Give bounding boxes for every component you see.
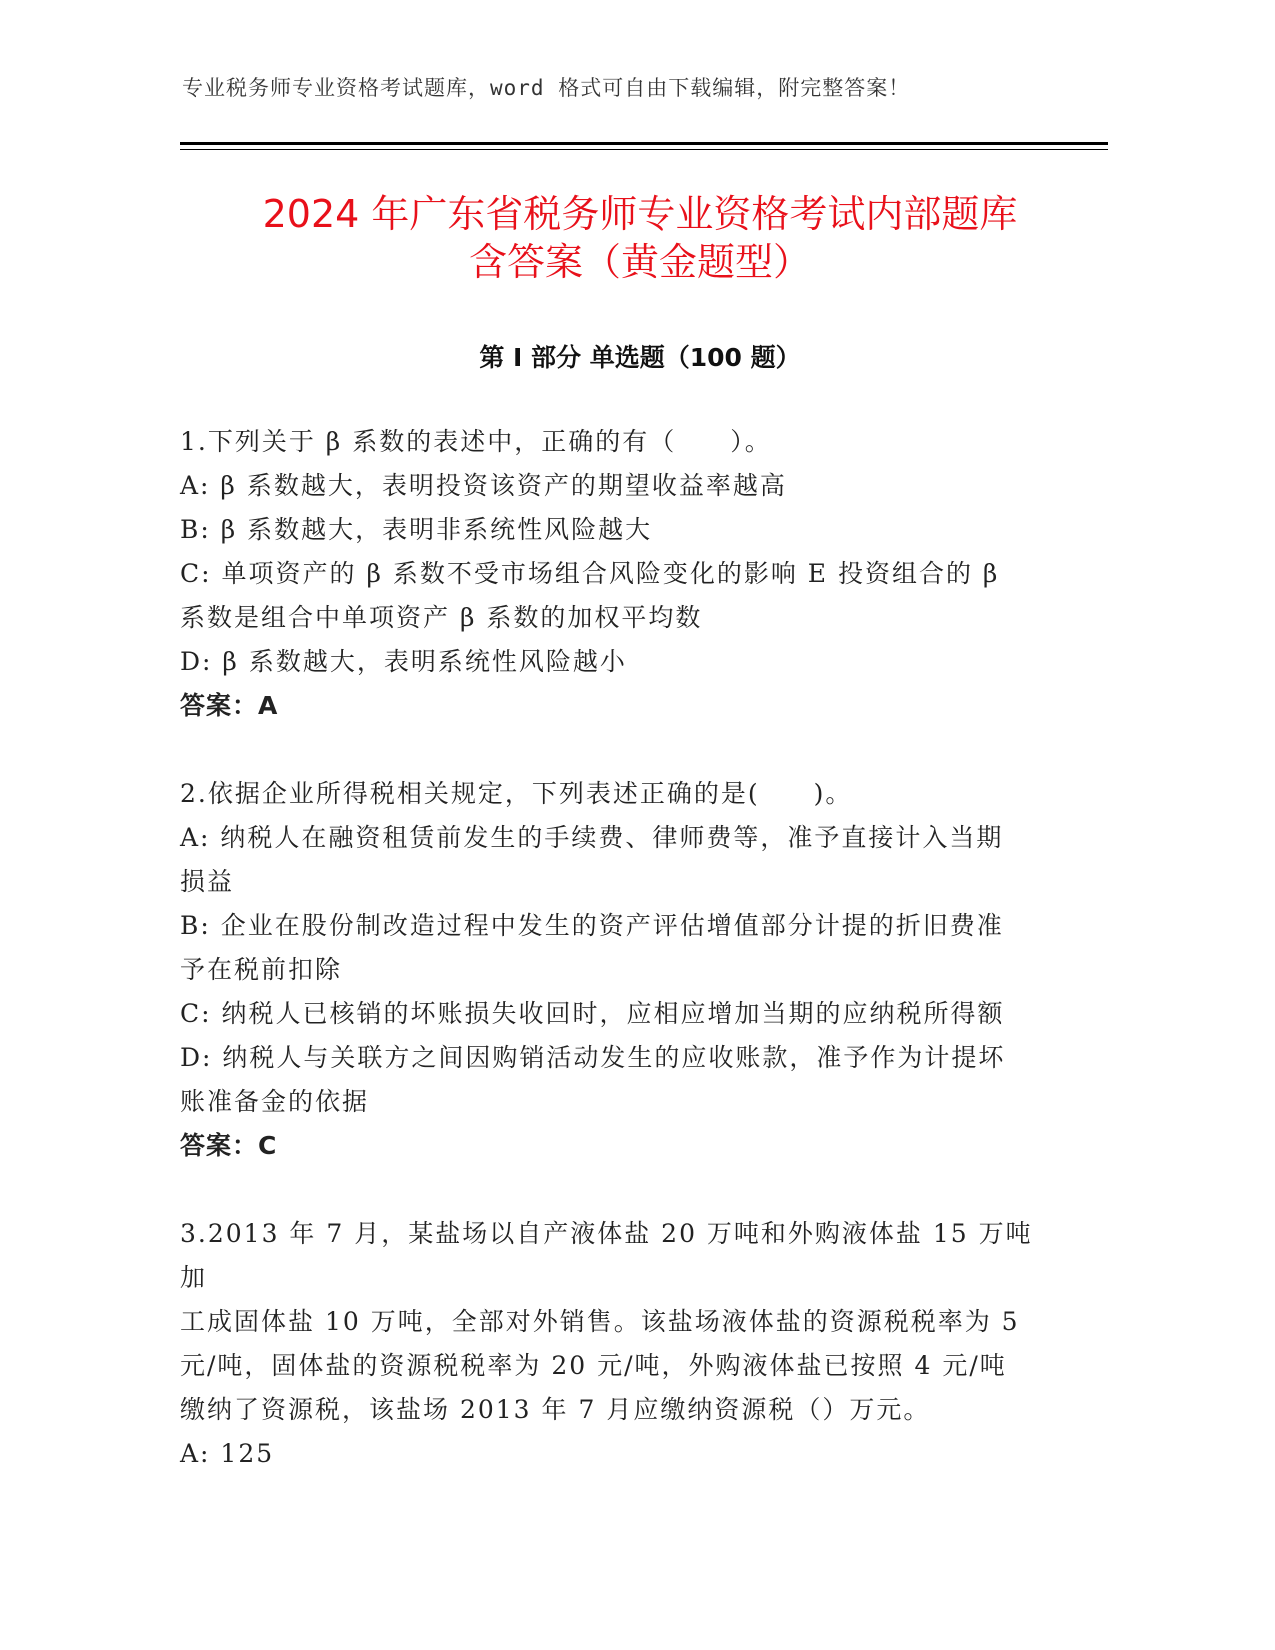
title-line-1: 2024 年广东省税务师专业资格考试内部题库 bbox=[262, 192, 1018, 236]
question-stem-continued: 工成固体盐 10 万吨，全部对外销售。该盐场液体盐的资源税税率为 5 bbox=[180, 1307, 1020, 1336]
option-c-continued: 系数是组合中单项资产 β 系数的加权平均数 bbox=[180, 603, 703, 632]
section-title: 第 I 部分 单选题（100 题） bbox=[479, 343, 801, 372]
header-rule-thin bbox=[180, 149, 1108, 150]
title-line-2: 含答案（黄金题型） bbox=[468, 240, 811, 284]
option-a: A: β 系数越大，表明投资该资产的期望收益率越高 bbox=[180, 471, 787, 500]
question-list bbox=[180, 420, 1040, 1520]
option-a-continued: 损益 bbox=[180, 867, 235, 896]
answer: 答案：C bbox=[180, 1131, 278, 1160]
question-stem: 2.依据企业所得税相关规定，下列表述正确的是( )。 bbox=[180, 779, 853, 808]
option-d: D: 纳税人与关联方之间因购销活动发生的应收账款，准予作为计提坏 bbox=[180, 1043, 1006, 1072]
option-b: B: β 系数越大，表明非系统性风险越大 bbox=[180, 515, 653, 544]
option-d: D: β 系数越大，表明系统性风险越小 bbox=[180, 647, 627, 676]
question-stem-continued: 缴纳了资源税，该盐场 2013 年 7 月应缴纳资源税（）万元。 bbox=[180, 1395, 931, 1424]
question-2 bbox=[180, 772, 1040, 1168]
question-stem: 1.下列关于 β 系数的表述中，正确的有（ ）。 bbox=[180, 427, 772, 456]
page-header-text: 专业税务师专业资格考试题库，word 格式可自由下载编辑，附完整答案！ bbox=[182, 76, 911, 100]
document-title bbox=[140, 190, 1140, 286]
question-1 bbox=[180, 420, 1040, 728]
question-3 bbox=[180, 1212, 1040, 1476]
option-c: C: 单项资产的 β 系数不受市场组合风险变化的影响 E 投资组合的 β bbox=[180, 559, 1000, 588]
question-stem-continued: 元/吨，固体盐的资源税税率为 20 元/吨，外购液体盐已按照 4 元/吨 bbox=[180, 1351, 1007, 1380]
header-rule-thick bbox=[180, 142, 1108, 145]
option-b-continued: 予在税前扣除 bbox=[180, 955, 343, 984]
option-b: B: 企业在股份制改造过程中发生的资产评估增值部分计提的折旧费准 bbox=[180, 911, 1004, 940]
option-a: A: 125 bbox=[180, 1439, 275, 1468]
option-a: A: 纳税人在融资租赁前发生的手续费、律师费等，准予直接计入当期 bbox=[180, 823, 1004, 852]
question-stem: 3.2013 年 7 月，某盐场以自产液体盐 20 万吨和外购液体盐 15 万吨加 bbox=[180, 1219, 1033, 1292]
option-d-continued: 账准备金的依据 bbox=[180, 1087, 370, 1116]
option-c: C: 纳税人已核销的坏账损失收回时，应相应增加当期的应纳税所得额 bbox=[180, 999, 1005, 1028]
answer: 答案：A bbox=[180, 691, 279, 720]
